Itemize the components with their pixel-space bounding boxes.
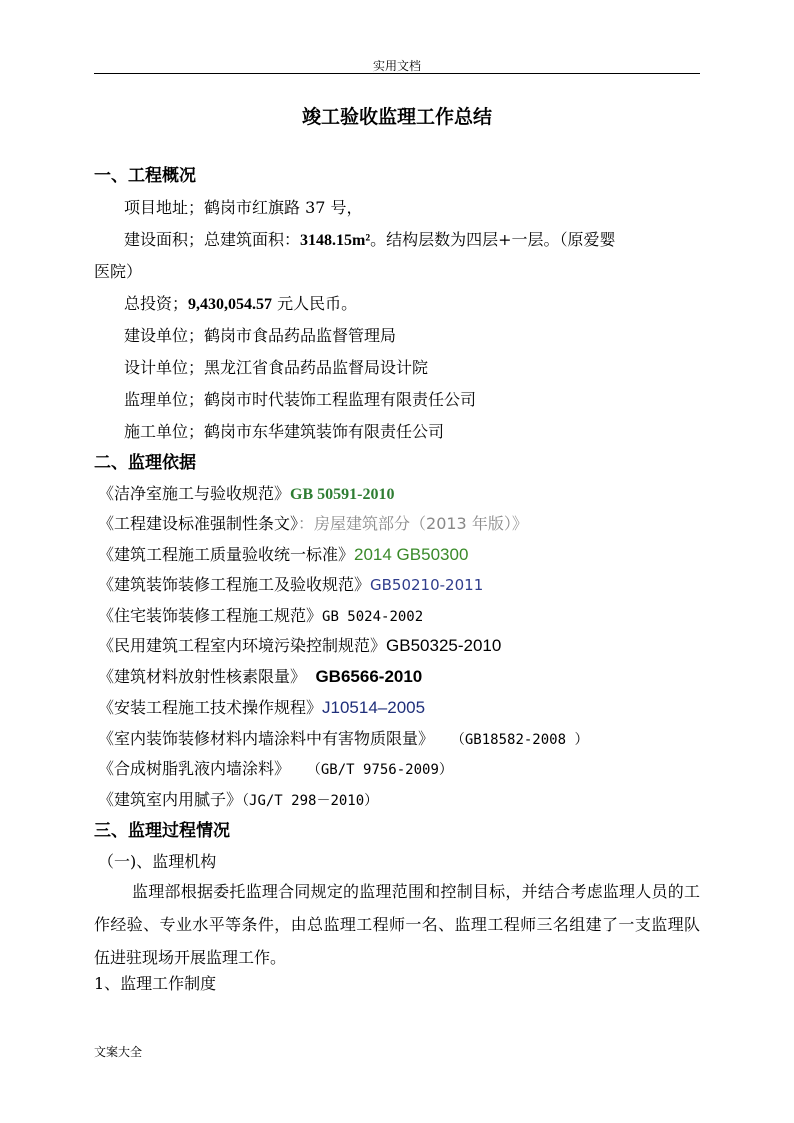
building-area-continued: 医院）: [94, 262, 143, 281]
reference-standard: GB 50591-2010: [290, 486, 395, 503]
reference-item: [98, 573, 708, 597]
building-area: [124, 228, 734, 253]
reference-standard: （GB/T 9756-2009）: [290, 762, 453, 778]
reference-item: [98, 665, 708, 689]
reference-name: 《建筑材料放射性核素限量》: [98, 667, 307, 686]
reference-name: 《洁净室施工与验收规范》: [98, 484, 291, 503]
invest-unit: 元人民币。: [272, 294, 358, 313]
area-label: 建设面积；总建筑面积：: [124, 230, 301, 249]
construction-unit: 建设单位；鹤岗市食品药品监督管理局: [124, 326, 397, 345]
subsection-heading: （一)、监理机构: [98, 852, 217, 871]
reference-item: [98, 634, 708, 658]
reference-standard: ：房屋建筑部分（2013 年版）》: [298, 514, 528, 533]
reference-item: [98, 788, 708, 813]
invest-value: 9,430,054.57: [188, 296, 273, 313]
supervision-unit: 监理单位；鹤岗市时代装饰工程监理有限责任公司: [124, 390, 477, 409]
project-address: 项目地址；鹤岗市红旗路 37 号，: [124, 198, 363, 217]
contractor-unit: 施工单位；鹤岗市东华建筑装饰有限责任公司: [124, 422, 445, 441]
reference-item: [98, 757, 708, 782]
reference-item: [98, 604, 708, 629]
section-heading-overview: 一、工程概况: [94, 166, 196, 186]
reference-standard: GB 5024-2002: [322, 609, 424, 625]
reference-name: 《工程建设标准强制性条文》: [98, 514, 299, 533]
reference-item: [98, 696, 708, 720]
reference-standard: GB50210-2011: [370, 576, 484, 594]
design-unit: 设计单位；黑龙江省食品药品监督局设计院: [124, 358, 429, 377]
list-item-heading: 1、监理工作制度: [94, 974, 217, 993]
total-investment: [124, 292, 734, 317]
page-footer: 文案大全: [94, 1045, 143, 1059]
reference-standard: 2014 GB50300: [354, 545, 469, 564]
reference-item: [98, 543, 708, 567]
reference-item: [98, 482, 708, 507]
reference-name: 《建筑工程施工质量验收统一标准》: [98, 545, 355, 564]
reference-item: [98, 512, 708, 536]
section-heading-basis: 二、监理依据: [94, 453, 196, 473]
reference-name: 《民用建筑工程室内环境污染控制规范》: [98, 636, 387, 655]
area-rest: 。结构层数为四层+一层。（原爱婴: [370, 230, 616, 249]
area-value: 3148.15m²: [300, 232, 371, 249]
reference-name: 《住宅装饰装修工程施工规范》: [98, 606, 323, 625]
document-title: 竣工验收监理工作总结: [301, 106, 492, 128]
reference-standard: GB6566-2010: [306, 667, 423, 686]
reference-standard: （JG/T 298－2010）: [242, 793, 379, 809]
reference-standard: J10514–2005: [322, 698, 426, 717]
page-header: 实用文档: [372, 59, 421, 73]
invest-label: 总投资；: [124, 294, 189, 313]
reference-name: 《室内装饰装修材料内墙涂料中有害物质限量》: [98, 729, 435, 748]
reference-name: 《建筑装饰装修工程施工及验收规范》: [98, 575, 371, 594]
section-heading-process: 三、监理过程情况: [94, 821, 230, 841]
reference-name: 《建筑室内用腻子》: [98, 790, 243, 809]
reference-item: [98, 727, 708, 752]
header-rule: [94, 73, 700, 74]
reference-standard: （GB18582-2008 ）: [434, 732, 589, 748]
reference-name: 《合成树脂乳液内墙涂料》: [98, 759, 291, 778]
reference-standard: GB50325-2010: [386, 636, 502, 655]
reference-name: 《安装工程施工技术操作规程》: [98, 698, 323, 717]
body-paragraph: 监理部根据委托监理合同规定的监理范围和控制目标，并结合考虑监理人员的工作经验、专业水平等条件，由总监理工程师一名、监理工程师三名组建了一支监理队伍进驻现场开展监理工作。: [94, 882, 700, 967]
